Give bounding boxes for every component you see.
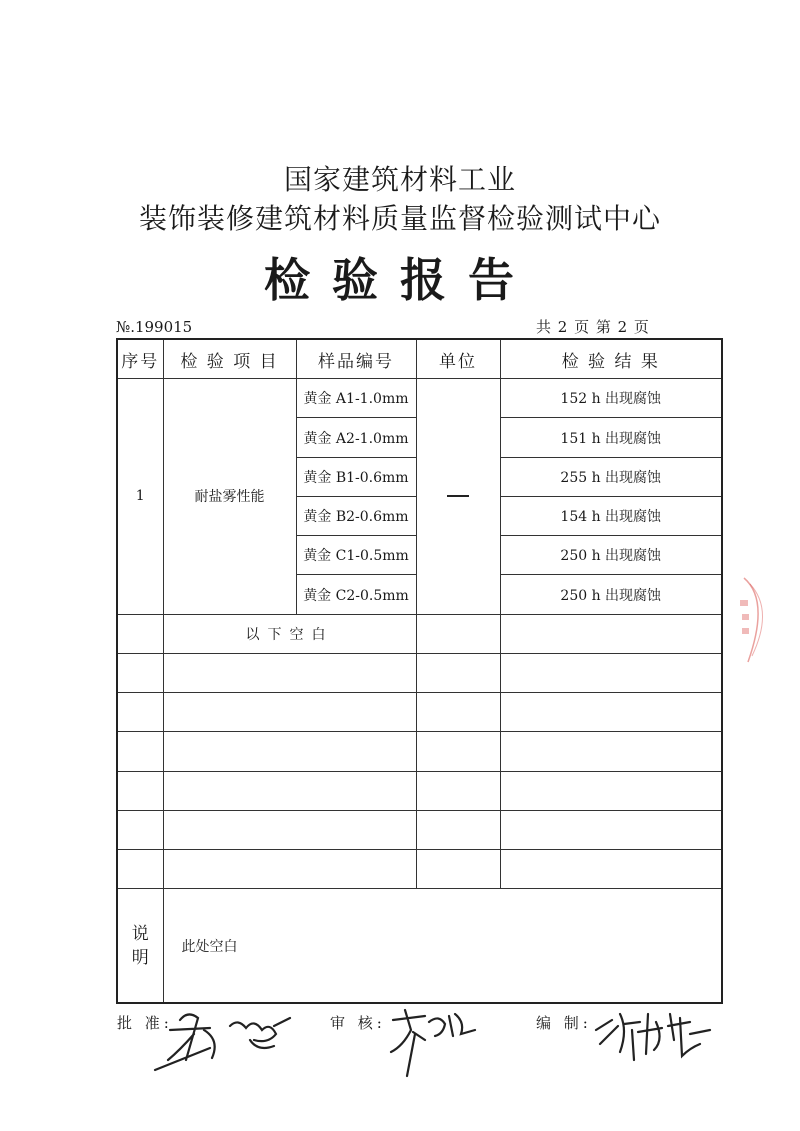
sample-result: 250 h 出现腐蚀: [500, 575, 722, 614]
official-stamp: [730, 570, 800, 670]
header-seq: 序号: [117, 339, 163, 379]
compiler-signature: [590, 1000, 720, 1070]
approver-signature: [150, 1000, 300, 1085]
table-row: [117, 379, 722, 418]
sample-id: 黄金 C1-0.5mm: [296, 536, 416, 575]
compile-label: 编 制:: [536, 1014, 592, 1032]
sample-result: 154 h 出现腐蚀: [500, 496, 722, 535]
report-title: 检验报告: [264, 253, 536, 307]
note-text: 此处空白: [163, 889, 722, 1003]
sample-id: 黄金 B1-0.6mm: [296, 457, 416, 496]
sample-id: 黄金 C2-0.5mm: [296, 575, 416, 614]
header-sample: 样品编号: [296, 339, 416, 379]
header-item: 检 验 项 目: [163, 339, 296, 379]
note-label-char: 说: [131, 923, 149, 944]
empty-row: [117, 850, 722, 889]
blank-row: [117, 614, 722, 653]
empty-row: [117, 693, 722, 732]
empty-row: [117, 810, 722, 849]
empty-row: [117, 732, 722, 771]
org-name-line1: 国家建筑材料工业: [283, 163, 516, 196]
unit-dash: [447, 495, 469, 497]
note-label: [118, 922, 163, 970]
sample-result: 250 h 出现腐蚀: [500, 536, 722, 575]
table-header-row: [117, 339, 722, 379]
sample-id: 黄金 A1-1.0mm: [296, 379, 416, 418]
inspection-table: [116, 338, 723, 1004]
note-label-char: 明: [131, 947, 149, 968]
org-name-line2: 装饰装修建筑材料质量监督检验测试中心: [138, 202, 661, 235]
header-result: 检 验 结 果: [500, 339, 722, 379]
reviewer-signature: [385, 1000, 485, 1080]
page-info: 共 2 页 第 2 页: [536, 318, 649, 336]
sample-result: 255 h 出现腐蚀: [500, 457, 722, 496]
sample-id: 黄金 A2-1.0mm: [296, 418, 416, 457]
review-label: 审 核:: [330, 1014, 386, 1032]
note-row: [117, 889, 722, 1003]
header-unit: 单位: [416, 339, 500, 379]
sample-result: 152 h 出现腐蚀: [500, 379, 722, 418]
item-cell: 耐盐雾性能: [163, 379, 296, 614]
sample-result: 151 h 出现腐蚀: [500, 418, 722, 457]
report-number: №.199015: [116, 318, 193, 336]
sample-id: 黄金 B2-0.6mm: [296, 496, 416, 535]
empty-row: [117, 771, 722, 810]
seq-cell: 1: [117, 379, 163, 614]
blank-label: 以下空白: [163, 614, 416, 653]
empty-row: [117, 653, 722, 692]
unit-cell: [416, 379, 500, 614]
approve-label: 批 准:: [117, 1014, 173, 1032]
